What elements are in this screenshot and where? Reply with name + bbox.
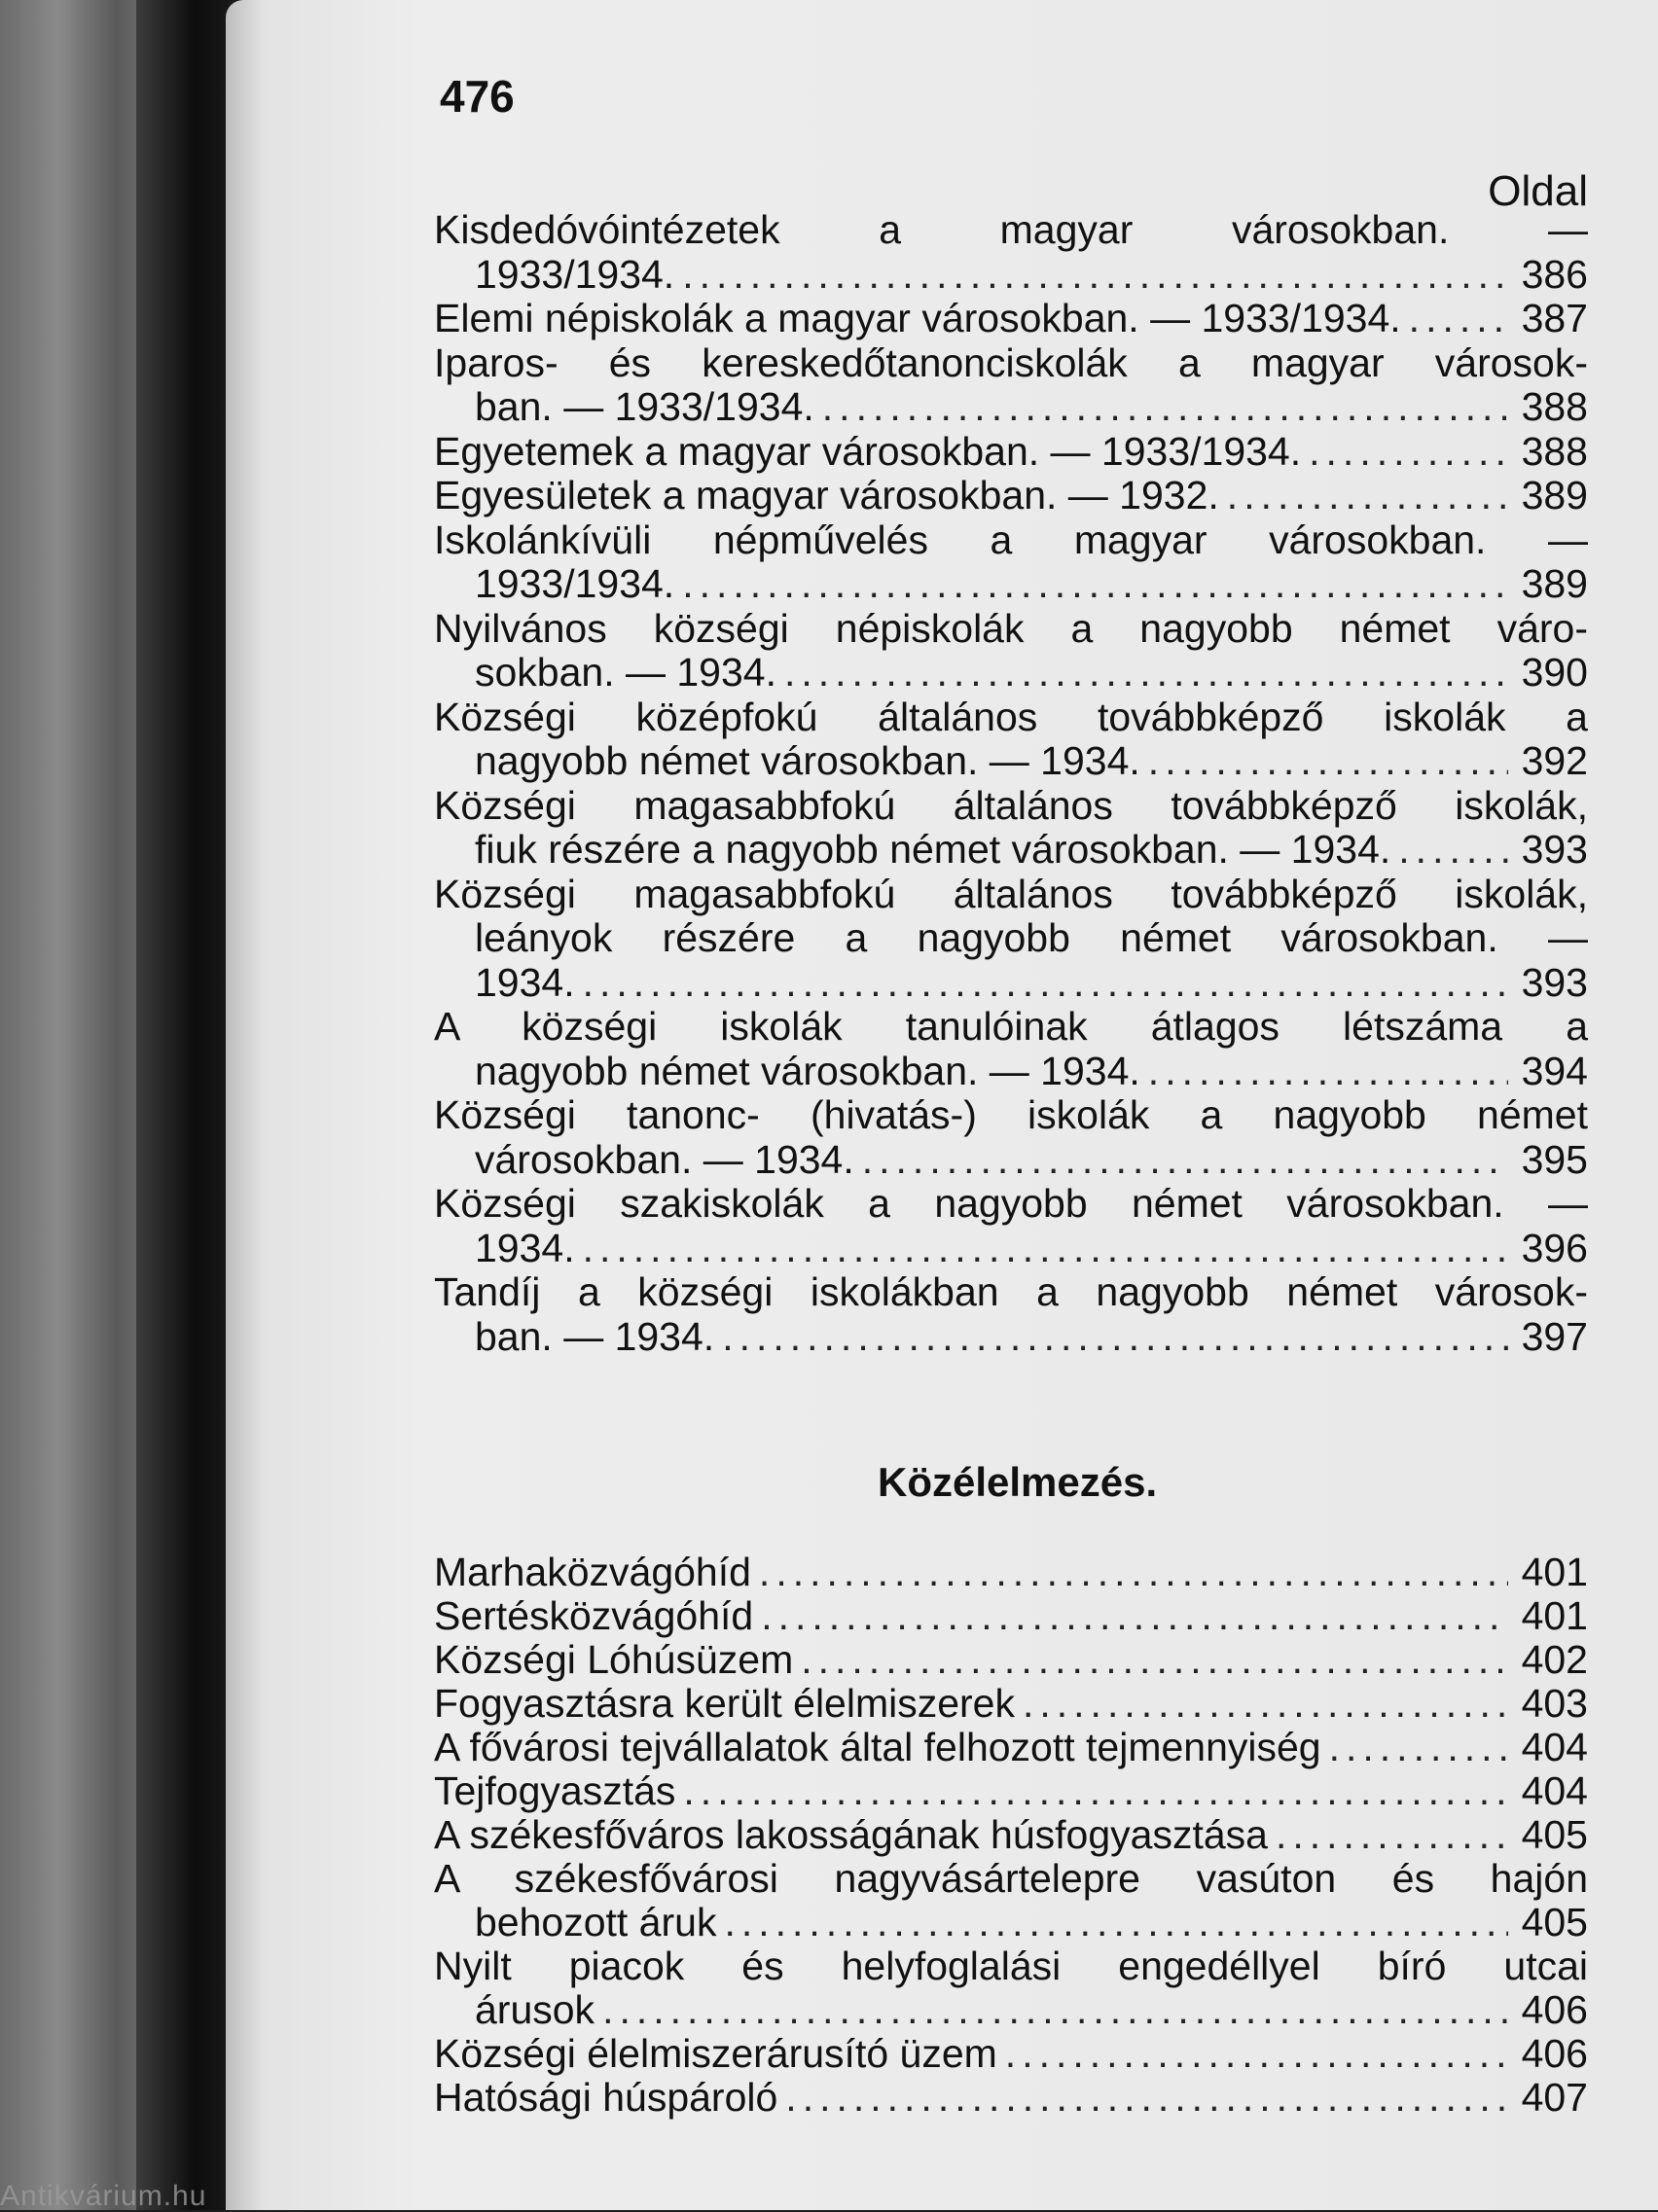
toc-entry [434,873,1588,1006]
toc-entry-title-line: Községi magasabbfokú általános továbbképző iskolák, [434,871,1588,916]
toc-entry [434,208,1588,297]
toc-entry-title-line: Nyilt piacok és helyfoglalási engedéllyel bíró utcai [434,1944,1588,1988]
toc-entry-title: Elemi népiskolák a magyar városokban. — 1933/1934. [434,296,1401,340]
toc-entry-page: 392 [1521,738,1588,783]
toc-entry [434,1944,1588,2032]
dot-leader [602,1988,1508,2032]
toc-entry-title-line: Községi magasabbfokú általános továbbképző iskolák, [434,782,1588,828]
toc-entry-title: Marhaközvágóhíd [434,1550,751,1594]
toc-entry-title-line: Kisdedóvóintézetek a magyar városokban. — [434,207,1588,252]
dot-leader [785,2076,1508,2120]
toc-entry-page: 401 [1521,1550,1588,1594]
toc-entry-page: 393 [1521,827,1588,872]
toc-entry [434,1813,1588,1857]
toc-entry [434,297,1588,341]
book-spine [136,0,234,2210]
watermark: Antikvárium.hu [0,2180,207,2212]
toc-entry-title: behozott áruk [475,1900,717,1944]
dot-leader [1227,474,1508,518]
toc-list-education [434,208,1588,1359]
dot-leader [1398,828,1508,873]
toc-list-food-supply [434,1551,1588,2120]
toc-entry [434,1857,1588,1944]
toc-entry [434,2032,1588,2076]
toc-entry [434,1005,1588,1093]
toc-entry-title-line: Községi középfokú általános továbbképző iskolák a [434,694,1588,739]
toc-entry-title: árusok [475,1987,595,2032]
section-title: Közélelmezés. [878,1459,1158,1505]
toc-entry-page: 406 [1521,1987,1588,2032]
toc-entry-page: 403 [1521,1681,1588,1726]
toc-entry [434,784,1588,873]
toc-entry-title: Községi Lóhúsüzem [434,1637,794,1682]
toc-entry-page: 405 [1521,1900,1588,1944]
toc-entry-title: Községi élelmiszerárusító üzem [434,2031,997,2076]
toc-entry-page: 404 [1521,1725,1588,1769]
dot-leader [822,385,1508,430]
dot-leader [1023,1682,1508,1726]
toc-entry-title: nagyobb német városokban. — 1934. [475,1048,1140,1093]
page-number: 476 [440,71,515,122]
toc-entry-page: 397 [1521,1313,1588,1359]
toc-entry [434,1769,1588,1813]
toc-entry-page: 405 [1521,1812,1588,1857]
toc-entry-title-line: Községi szakiskolák a nagyobb német városokban. — [434,1181,1588,1226]
toc-entry-page: 388 [1521,428,1588,474]
toc-entry [434,607,1588,696]
toc-entry-title: sokban. — 1934. [475,650,776,695]
toc-entry-title-line: A székesfővárosi nagyvásártelepre vasúton és hajón [434,1856,1588,1901]
toc-entry-title-line: Nyilvános községi népiskolák a nagyobb német váro- [434,605,1588,651]
dot-leader [583,1227,1508,1271]
toc-entry [434,1638,1588,1682]
dot-leader [682,562,1508,607]
toc-entry-title-line: Tandíj a községi iskolákban a nagyobb német városok- [434,1269,1588,1314]
toc-entry-title: A székesfőváros lakosságának húsfogyasztása [434,1812,1268,1857]
toc-entry-title: ban. — 1934. [475,1313,715,1359]
dot-leader [759,1551,1508,1594]
toc-entry [434,341,1588,430]
toc-entry [434,1594,1588,1638]
toc-entry-page: 387 [1521,296,1588,340]
toc-entry-page: 404 [1521,1768,1588,1813]
dot-leader [1276,1813,1508,1857]
toc-entry [434,1551,1588,1594]
toc-entry-page: 386 [1521,251,1588,297]
toc-entry-page: 388 [1521,384,1588,429]
toc-entry-title: Egyesületek a magyar városokban. — 1932. [434,473,1219,517]
toc-entry-page: 396 [1521,1225,1588,1270]
toc-entry [434,1093,1588,1182]
toc-entry-title: Tejfogyasztás [434,1768,676,1813]
dot-leader [784,651,1508,696]
toc-entry-title: ban. — 1933/1934. [475,384,814,429]
dot-leader [1409,297,1508,341]
dot-leader [862,1138,1508,1183]
dot-leader [722,1315,1508,1360]
toc-entry [434,2076,1588,2120]
toc-entry-page: 395 [1521,1136,1588,1182]
toc-entry-page: 389 [1521,473,1588,517]
toc-entry [434,1182,1588,1270]
dot-leader [583,961,1508,1006]
toc-entry-page: 390 [1521,650,1588,695]
toc-entry-page: 406 [1521,2031,1588,2076]
dot-leader [1148,739,1508,784]
dot-leader [1148,1050,1508,1094]
dot-leader [724,1901,1508,1944]
toc-entry [434,474,1588,518]
toc-entry-title: 1934. [475,1225,575,1270]
toc-entry-page: 402 [1521,1637,1588,1682]
dot-leader [801,1638,1508,1682]
toc-entry-title: fiuk részére a nagyobb német városokban. — 1934. [475,827,1391,872]
toc-entry [434,696,1588,784]
toc-entry [434,1682,1588,1726]
toc-entry-page: 389 [1521,561,1588,606]
toc-entry-title: Egyetemek a magyar városokban. — 1933/1934. [434,428,1302,474]
dot-leader [1329,1726,1508,1769]
toc-entry-title: 1933/1934. [475,251,675,297]
toc-entry-page: 407 [1521,2075,1588,2120]
toc-entry [434,518,1588,607]
toc-entry-page: 393 [1521,959,1588,1005]
column-header-oldal: Oldal [1488,167,1588,215]
toc-entry-title-line: Iparos- és kereskedőtanonciskolák a magyar városok- [434,339,1588,385]
toc-entry [434,430,1588,475]
dot-leader [683,1769,1508,1813]
toc-entry [434,1270,1588,1359]
dot-leader [1309,430,1508,475]
toc-entry-page: 401 [1521,1593,1588,1638]
toc-entry-title: Hatósági húspároló [434,2075,778,2120]
toc-entry-page: 394 [1521,1048,1588,1093]
toc-entry-title: nagyobb német városokban. — 1934. [475,738,1140,783]
toc-entry-title: Sertésközvágóhíd [434,1593,754,1638]
toc-entry-title-line: Községi tanonc- (hivatás-) iskolák a nagyobb német [434,1092,1588,1137]
toc-entry-title: Fogyasztásra került élelmiszerek [434,1681,1015,1726]
toc-entry-title: A fővárosi tejvállalatok által felhozott tejmennyiség [434,1725,1321,1769]
dot-leader [682,253,1508,298]
toc-entry-title: városokban. — 1934. [475,1136,854,1182]
toc-entry-title-line: Iskolánkívüli népművelés a magyar városokban. — [434,517,1588,562]
toc-entry [434,1726,1588,1769]
toc-entry-title: 1934. [475,959,575,1005]
toc-entry-title-line: leányok részére a nagyobb német városokban. — [475,915,1588,960]
dot-leader [1005,2032,1508,2076]
toc-entry-title-line: A községi iskolák tanulóinak átlagos létszáma a [434,1004,1588,1049]
toc-entry-title: 1933/1934. [475,561,675,606]
dot-leader [761,1594,1508,1638]
